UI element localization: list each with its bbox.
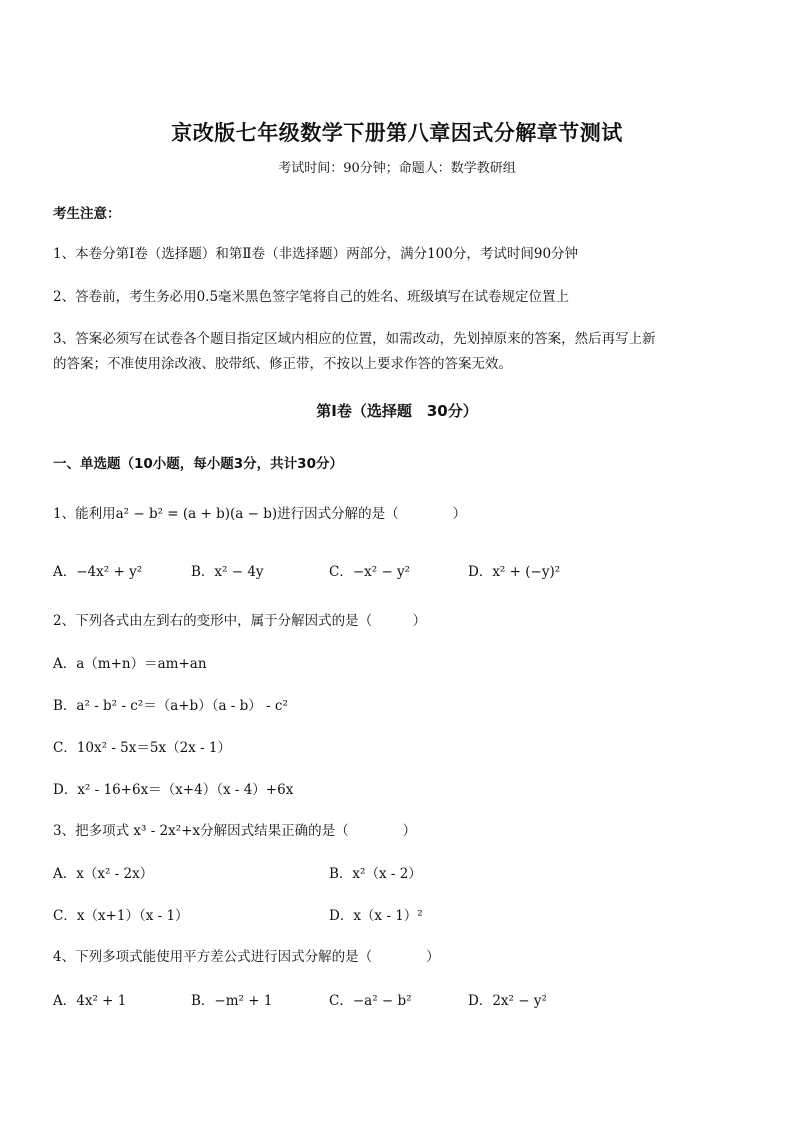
exam-info: 考试时间：90分钟；命题人：数学教研组 bbox=[278, 161, 516, 176]
question-2-option-d: D．x² - 16+6x＝（x+4）（x - 4）+6x bbox=[53, 782, 294, 798]
notice-heading: 考生注意： bbox=[53, 206, 121, 222]
question-1-option-b: B．x² − 4y bbox=[191, 564, 264, 580]
notice-item: 的答案；不准使用涂改液、胶带纸、修正带，不按以上要求作答的答案无效。 bbox=[53, 356, 512, 372]
page-title: 京改版七年级数学下册第八章因式分解章节测试 bbox=[171, 121, 623, 145]
notice-item: 3、答案必须写在试卷各个题目指定区域内相应的位置，如需改动，先划掉原来的答案，然后再写上新 bbox=[53, 331, 656, 347]
question-2-stem: 2、下列各式由左到右的变形中，属于分解因式的是（ ） bbox=[53, 613, 427, 629]
question-3-option-a: A．x（x² - 2x） bbox=[53, 866, 154, 882]
question-3-stem: 3、把多项式 x³ - 2x²+x分解因式结果正确的是（ ） bbox=[53, 823, 417, 839]
question-2-option-c: C．10x² - 5x＝5x（2x - 1） bbox=[53, 740, 232, 756]
question-1-stem: 1、能利用a² − b² = (a + b)(a − b)进行因式分解的是（ ） bbox=[53, 506, 467, 522]
notice-item: 2、答卷前，考生务必用0.5毫米黑色签字笔将自己的姓名、班级填写在试卷规定位置上 bbox=[53, 289, 570, 305]
section-title: 第Ⅰ卷（选择题 30分） bbox=[316, 402, 478, 420]
question-1-option-d: D．x² + (−y)² bbox=[468, 564, 561, 580]
part-heading: 一、单选题（10小题，每小题3分，共计30分） bbox=[53, 456, 343, 472]
question-2-option-a: A．a（m+n）＝am+an bbox=[53, 656, 207, 672]
question-3-option-b: B．x²（x - 2） bbox=[329, 866, 422, 882]
notice-item: 1、本卷分第Ⅰ卷（选择题）和第Ⅱ卷（非选择题）两部分，满分100分，考试时间90分钟 bbox=[53, 246, 579, 262]
question-2-option-b: B．a² - b² - c²＝（a+b）（a - b） - c² bbox=[53, 698, 288, 714]
question-1-option-a: A．−4x² + y² bbox=[53, 564, 143, 580]
question-3-option-c: C．x（x+1）（x - 1） bbox=[53, 908, 189, 924]
question-4-stem: 4、下列多项式能使用平方差公式进行因式分解的是（ ） bbox=[53, 949, 440, 965]
question-3-option-d: D．x（x - 1）² bbox=[329, 908, 423, 924]
question-1-option-c: C．−x² − y² bbox=[329, 564, 411, 580]
question-4-option-b: B．−m² + 1 bbox=[191, 993, 273, 1009]
question-4-option-d: D．2x² − y² bbox=[468, 993, 547, 1009]
question-4-option-c: C．−a² − b² bbox=[329, 993, 412, 1009]
question-4-option-a: A．4x² + 1 bbox=[53, 993, 127, 1009]
